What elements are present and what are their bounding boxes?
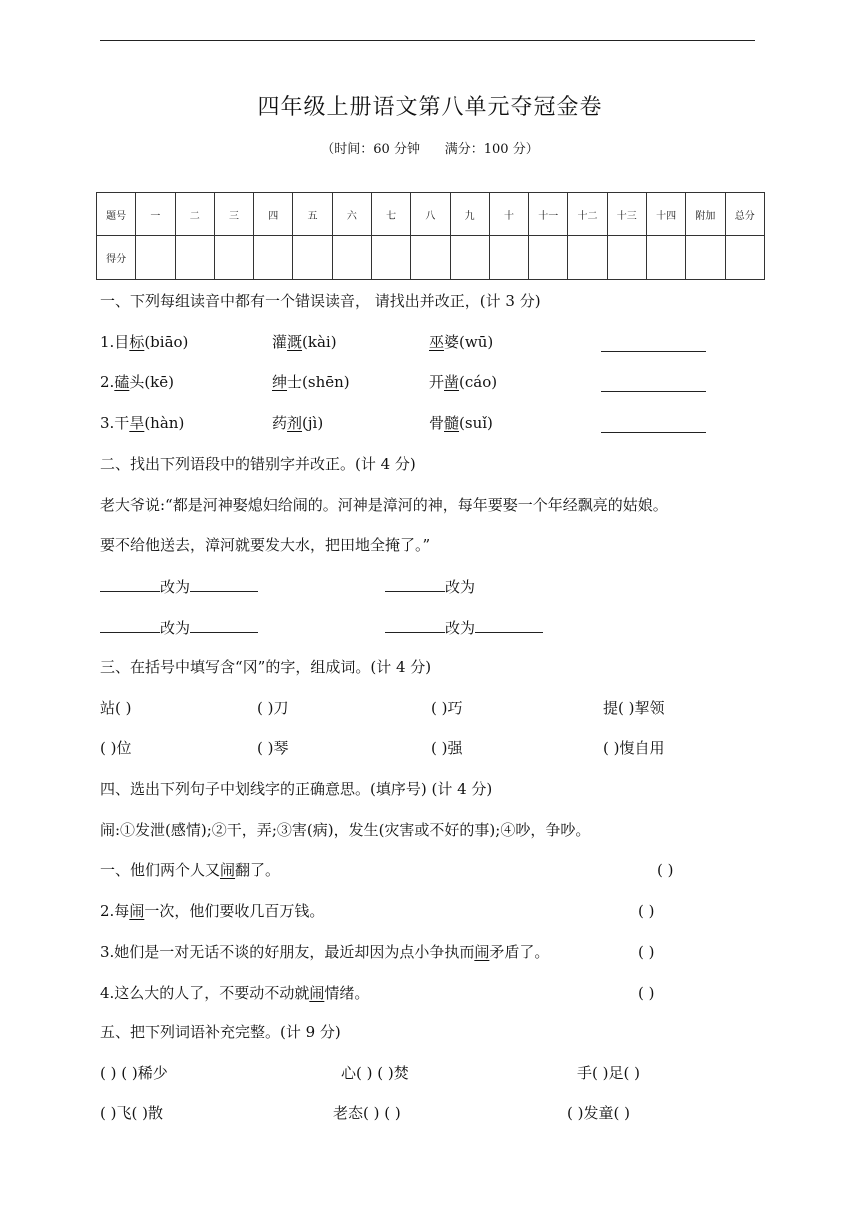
s5-item[interactable]: ( ) ( )稀少 [100, 1064, 168, 1082]
page-title: 四年级上册语文第八单元夺冠金卷 [257, 95, 603, 120]
s5-item[interactable]: 心( ) ( )焚 [341, 1064, 409, 1082]
s1-row1-item-a: 1.目标(biāo) [100, 333, 189, 351]
s1-row1-answer-blank[interactable] [601, 351, 706, 352]
score-header-cell: 六 [332, 193, 371, 236]
score-table-header-row [97, 193, 765, 236]
s4-question-2: 2.每闹一次，他们要收几百万钱。 [100, 902, 325, 920]
score-cell[interactable] [371, 236, 410, 280]
score-header-cell: 七 [371, 193, 410, 236]
section-5-heading: 五、把下列词语补充完整。(计 9 分) [100, 1023, 341, 1041]
s4-definition: 闹:①发泄(感情);②干，弄;③害(病)，发生(灾害或不好的事);④吵，争吵。 [100, 821, 591, 839]
score-header-cell: 二 [175, 193, 214, 236]
score-cell[interactable] [568, 236, 607, 280]
score-header-cell: 十二 [568, 193, 607, 236]
s2-correction-3: 改为 [100, 617, 258, 638]
s1-row2-item-c: 开凿(cáo) [429, 373, 498, 391]
score-cell[interactable] [686, 236, 725, 280]
s1-row3-answer-blank[interactable] [601, 432, 706, 433]
score-cell[interactable] [529, 236, 568, 280]
score-cell[interactable] [332, 236, 371, 280]
s5-item[interactable]: 老态( ) ( ) [333, 1104, 401, 1122]
score-header-cell: 十一 [529, 193, 568, 236]
score-cell[interactable] [607, 236, 646, 280]
score-row-label: 得分 [97, 236, 136, 280]
s5-item[interactable]: 手( )足( ) [577, 1064, 640, 1082]
s1-row2-item-b: 绅士(shēn) [272, 373, 350, 391]
score-cell[interactable] [293, 236, 332, 280]
s4-answer-paren[interactable]: ( ) [638, 902, 655, 920]
s2-correction-2: 改为 [385, 576, 475, 597]
s1-row2-answer-blank[interactable] [601, 391, 706, 392]
score-header-cell: 十四 [646, 193, 685, 236]
score-header-cell: 十 [489, 193, 528, 236]
score-header-cell: 十三 [607, 193, 646, 236]
section-1-heading: 一、下列每组读音中都有一个错误读音， 请找出并改正，(计 3 分) [100, 292, 541, 310]
s1-row3-item-a: 3.干旱(hàn) [100, 414, 185, 432]
s2-passage-line2: 要不给他送去，漳河就要发大水，把田地全掩了。” [100, 536, 431, 554]
score-header-cell: 三 [214, 193, 253, 236]
score-header-cell: 附加 [686, 193, 725, 236]
score-header-cell: 四 [254, 193, 293, 236]
answer-blank[interactable] [475, 617, 543, 633]
s2-correction-4: 改为 [385, 617, 543, 638]
s4-answer-paren[interactable]: ( ) [657, 861, 674, 879]
score-cell[interactable] [254, 236, 293, 280]
score-cell[interactable] [489, 236, 528, 280]
s3-item[interactable]: ( )巧 [431, 699, 463, 717]
score-header-cell: 一 [136, 193, 175, 236]
score-header-cell: 八 [411, 193, 450, 236]
score-cell[interactable] [725, 236, 765, 280]
score-header-cell: 九 [450, 193, 489, 236]
score-header-cell: 总分 [725, 193, 765, 236]
score-cell[interactable] [214, 236, 253, 280]
s1-row3-item-c: 骨髓(suǐ) [429, 414, 493, 432]
s3-item[interactable]: ( )愎自用 [603, 739, 665, 757]
s4-answer-paren[interactable]: ( ) [638, 943, 655, 961]
section-3-heading: 三、在括号中填写含“冈”的字，组成词。(计 4 分) [100, 658, 432, 676]
answer-blank[interactable] [385, 617, 445, 633]
s1-row2-item-a: 2.磕头(kē) [100, 373, 174, 391]
exam-info: （时间：60 分钟 满分：100 分） [321, 142, 539, 157]
answer-blank[interactable] [385, 576, 445, 592]
answer-blank[interactable] [100, 617, 160, 633]
s4-question-1: 一、他们两个人又闹翻了。 [100, 861, 281, 879]
s3-item[interactable]: ( )琴 [257, 739, 289, 757]
s5-item[interactable]: ( )发童( ) [567, 1104, 630, 1122]
score-table [96, 192, 765, 280]
s1-row1-item-c: 巫婆(wū) [429, 333, 494, 351]
s3-item[interactable]: 提( )挈领 [603, 699, 665, 717]
top-rule [100, 40, 755, 41]
s3-item[interactable]: 站( ) [100, 699, 132, 717]
answer-blank[interactable] [190, 576, 258, 592]
s1-row1-item-b: 灌溉(kài) [272, 333, 337, 351]
score-header-cell: 五 [293, 193, 332, 236]
score-cell[interactable] [646, 236, 685, 280]
s2-passage-line1: 老大爷说:“都是河神娶熄妇给闹的。河神是漳河的神，每年要娶一个年经飘亮的姑娘。 [100, 496, 668, 514]
score-cell[interactable] [136, 236, 175, 280]
score-cell[interactable] [411, 236, 450, 280]
answer-blank[interactable] [190, 617, 258, 633]
score-header-cell: 题号 [97, 193, 136, 236]
s5-item[interactable]: ( )飞( )散 [100, 1104, 163, 1122]
s1-row3-item-b: 药剂(jì) [272, 414, 324, 432]
s2-correction-1: 改为 [100, 576, 258, 597]
s4-answer-paren[interactable]: ( ) [638, 984, 655, 1002]
s3-item[interactable]: ( )强 [431, 739, 463, 757]
section-4-heading: 四、选出下列句子中划线字的正确意思。(填序号) (计 4 分) [100, 780, 493, 798]
s4-question-4: 4.这么大的人了，不要动不动就闹情绪。 [100, 984, 370, 1002]
score-table-score-row [97, 236, 765, 280]
s4-question-3: 3.她们是一对无话不谈的好朋友，最近却因为点小争执而闹矛盾了。 [100, 943, 550, 961]
score-cell[interactable] [175, 236, 214, 280]
s3-item[interactable]: ( )位 [100, 739, 132, 757]
s3-item[interactable]: ( )刀 [257, 699, 289, 717]
answer-blank[interactable] [100, 576, 160, 592]
score-cell[interactable] [450, 236, 489, 280]
section-2-heading: 二、找出下列语段中的错别字并改正。(计 4 分) [100, 455, 416, 473]
